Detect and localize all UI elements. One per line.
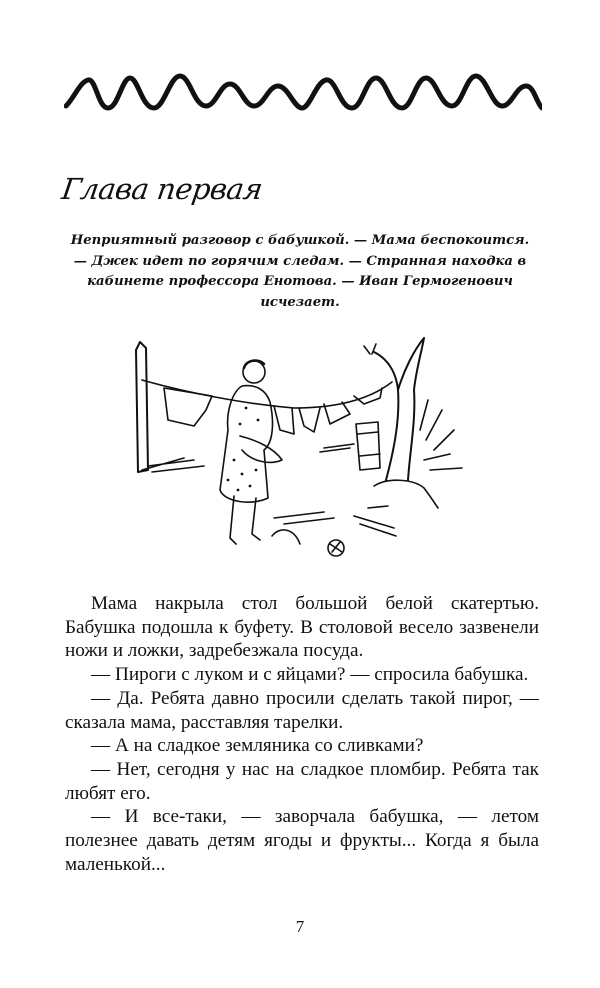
page-number: 7: [295, 917, 305, 936]
illustration: [124, 330, 464, 560]
paragraph: — Пироги с луком и с яйцами? — спросила бабушка.: [91, 664, 529, 686]
chapter-synopsis: Неприятный разговор с бабушкой. — Мама беспокоится. — Джек идет по горячим следам. — Странная находка в кабинете профессора Енотова. — Иван Гермогенович исчезает.: [70, 233, 530, 310]
paragraph: — И все-таки, — заворчала бабушка, — летом полезнее давать детям ягоды и фрукты... Когда я была маленькой...: [65, 806, 539, 875]
paragraph: — А на сладкое земляника со сливками?: [91, 735, 424, 757]
paragraph: — Нет, сегодня у нас на сладкое пломбир. Ребята так любят его.: [65, 758, 539, 804]
body-text: [65, 592, 539, 876]
paragraph: — Да. Ребята давно просили сделать такой пирог, — сказала мама, расставляя тарелки.: [65, 687, 539, 733]
paragraph: Мама накрыла стол большой белой скатертью. Бабушка подошла к буфету. В столовой весело зазвенели ножи и ложки, задребезжала посуда.: [65, 593, 539, 662]
chapter-title: Глава первая: [59, 172, 265, 206]
wavy-line-ornament-icon: [64, 68, 542, 118]
